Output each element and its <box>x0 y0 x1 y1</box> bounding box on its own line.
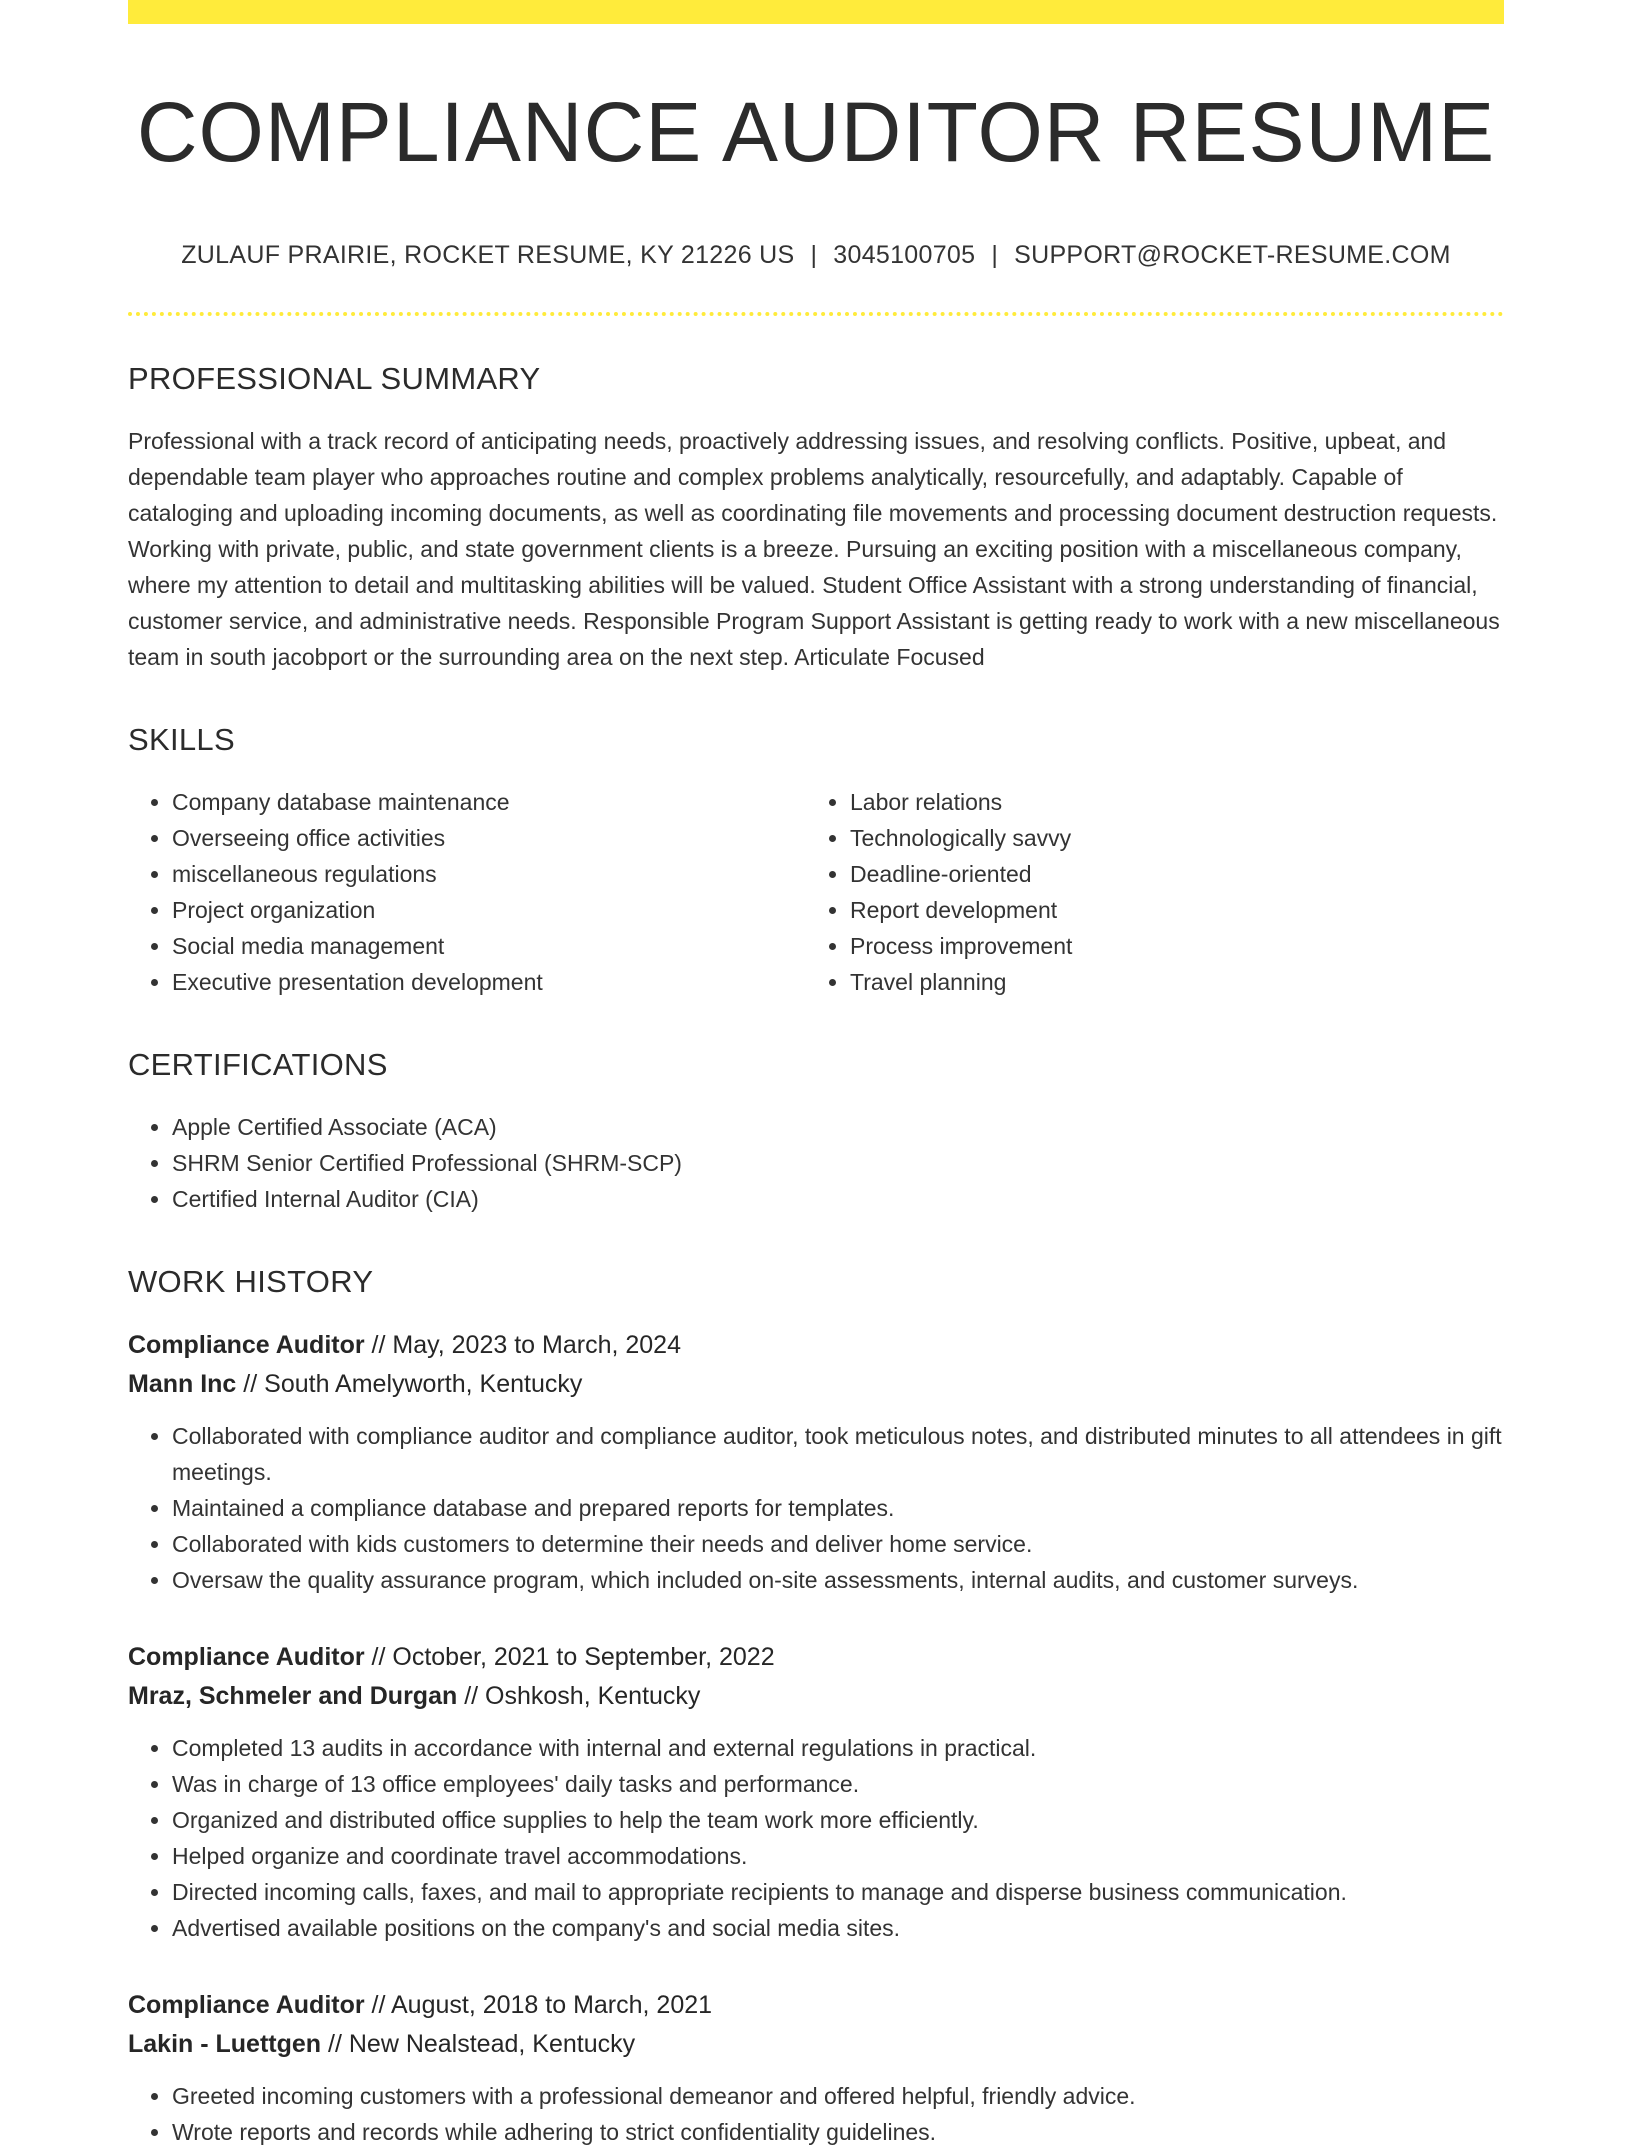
job-duties-list <box>128 2078 1504 2150</box>
skill-item: • Social media management <box>172 928 806 964</box>
job-title: Compliance Auditor <box>128 1991 365 2020</box>
skill-item: • Project organization <box>172 892 806 928</box>
job-duty-item: • Wrote reports and records while adhering to strict confidentiality guidelines. <box>172 2114 1504 2150</box>
job-separator: // <box>364 1991 391 2020</box>
job-duty-item: • Organized and distributed office supplies to help the team work more efficiently. <box>172 1802 1504 1838</box>
job-title-line <box>128 1326 1504 1365</box>
accent-bar <box>128 0 1504 24</box>
skill-item: • Process improvement <box>850 928 1484 964</box>
skills-heading: SKILLS <box>128 721 235 757</box>
contact-line <box>128 239 1504 272</box>
work-history-heading: WORK HISTORY <box>128 1264 374 1300</box>
skill-item: • Report development <box>850 892 1484 928</box>
job-title: Compliance Auditor <box>128 1331 365 1360</box>
job-company: Mann Inc <box>128 1370 237 1399</box>
job-separator: // <box>364 1331 393 1360</box>
skills-column-left <box>128 784 806 1000</box>
job-company-line <box>128 1365 1504 1404</box>
job-location: Oshkosh, Kentucky <box>485 1682 701 1711</box>
skills-column-right <box>806 784 1484 1000</box>
certifications-block <box>128 1109 1504 1217</box>
job-title-line <box>128 1986 1504 2025</box>
certifications-heading: CERTIFICATIONS <box>128 1046 388 1082</box>
job-location: South Amelyworth, Kentucky <box>264 1370 583 1399</box>
contact-separator: | <box>991 241 999 270</box>
job-entry <box>128 1638 1504 1946</box>
resume-page <box>128 0 1504 2150</box>
summary-text: Professional with a track record of anticipating needs, proactively addressing issues, and resolving conflicts. Positive, upbeat, and dependable team player who approaches routine and complex problems analytically, resourcefully, and adaptably. Capable of cataloging and uploading incoming documents, as well as coordinating file movements and processing document destruction requests. Working with private, public, and state government clients is a breeze. Pursuing an exciting position with a miscellaneous company, where my attention to detail and multitasking abilities will be valued. Student Office Assistant with a strong understanding of financial, customer service, and administrative needs. Responsible Program Support Assistant is getting ready to work with a new miscellaneous team in south jacobport or the surrounding area on the next step. Articulate Focused <box>128 427 1500 670</box>
job-company: Lakin - Luettgen <box>128 2030 322 2059</box>
job-dates: August, 2018 to March, 2021 <box>391 1991 713 2020</box>
skills-list-right <box>806 784 1484 1000</box>
skill-item: • Overseeing office activities <box>172 820 806 856</box>
skills-list-left <box>128 784 806 1000</box>
job-duties-list <box>128 1418 1504 1598</box>
skill-item: • Company database maintenance <box>172 784 806 820</box>
summary-heading: PROFESSIONAL SUMMARY <box>128 360 541 396</box>
job-company-line <box>128 1677 1504 1716</box>
skill-item: • Travel planning <box>850 964 1484 1000</box>
job-title-line <box>128 1638 1504 1677</box>
job-duty-item: • Oversaw the quality assurance program, which included on-site assessments, internal audits, and customer surveys. <box>172 1562 1504 1598</box>
job-separator: // <box>364 1643 393 1672</box>
skill-item: • Executive presentation development <box>172 964 806 1000</box>
job-separator: // <box>457 1682 486 1711</box>
skill-item: • Technologically savvy <box>850 820 1484 856</box>
skill-item: • Deadline-oriented <box>850 856 1484 892</box>
job-duty-item: • Collaborated with kids customers to determine their needs and deliver home service. <box>172 1526 1504 1562</box>
job-location: New Nealstead, Kentucky <box>348 2030 636 2059</box>
job-company: Mraz, Schmeler and Durgan <box>128 1682 458 1711</box>
job-separator: // <box>321 2030 349 2059</box>
job-duty-item: • Completed 13 audits in accordance with internal and external regulations in practical. <box>172 1730 1504 1766</box>
job-separator: // <box>236 1370 265 1399</box>
job-duty-item: • Advertised available positions on the company's and social media sites. <box>172 1910 1504 1946</box>
contact-email[interactable]: SUPPORT@ROCKET-RESUME.COM <box>1014 241 1451 270</box>
certification-item: • Certified Internal Auditor (CIA) <box>172 1181 1504 1217</box>
contact-separator: | <box>810 241 818 270</box>
skills-grid <box>128 784 1504 1000</box>
job-company-line <box>128 2025 1504 2064</box>
job-duty-item: • Collaborated with compliance auditor and compliance auditor, took meticulous notes, and distributed minutes to all attendees in gift meetings. <box>172 1418 1504 1490</box>
job-dates: October, 2021 to September, 2022 <box>392 1643 775 1672</box>
skill-item: • miscellaneous regulations <box>172 856 806 892</box>
job-entry <box>128 1986 1504 2150</box>
contact-phone[interactable]: 3045100705 <box>833 241 976 270</box>
certification-item: • SHRM Senior Certified Professional (SHRM-SCP) <box>172 1145 1504 1181</box>
job-title: Compliance Auditor <box>128 1643 365 1672</box>
skill-item: • Labor relations <box>850 784 1484 820</box>
resume-title: COMPLIANCE AUDITOR RESUME <box>136 85 1496 179</box>
job-duty-item: • Was in charge of 13 office employees' daily tasks and performance. <box>172 1766 1504 1802</box>
job-duty-item: • Maintained a compliance database and prepared reports for templates. <box>172 1490 1504 1526</box>
dotted-divider <box>128 312 1504 316</box>
job-dates: May, 2023 to March, 2024 <box>392 1331 681 1360</box>
job-duty-item: • Helped organize and coordinate travel accommodations. <box>172 1838 1504 1874</box>
job-duty-item: • Directed incoming calls, faxes, and mail to appropriate recipients to manage and disperse business communication. <box>172 1874 1504 1910</box>
certifications-list <box>128 1109 1504 1217</box>
job-duty-item: • Greeted incoming customers with a professional demeanor and offered helpful, friendly advice. <box>172 2078 1504 2114</box>
contact-address: ZULAUF PRAIRIE, ROCKET RESUME, KY 21226 US <box>181 241 795 270</box>
job-entry <box>128 1326 1504 1598</box>
certification-item: • Apple Certified Associate (ACA) <box>172 1109 1504 1145</box>
job-duties-list <box>128 1730 1504 1946</box>
